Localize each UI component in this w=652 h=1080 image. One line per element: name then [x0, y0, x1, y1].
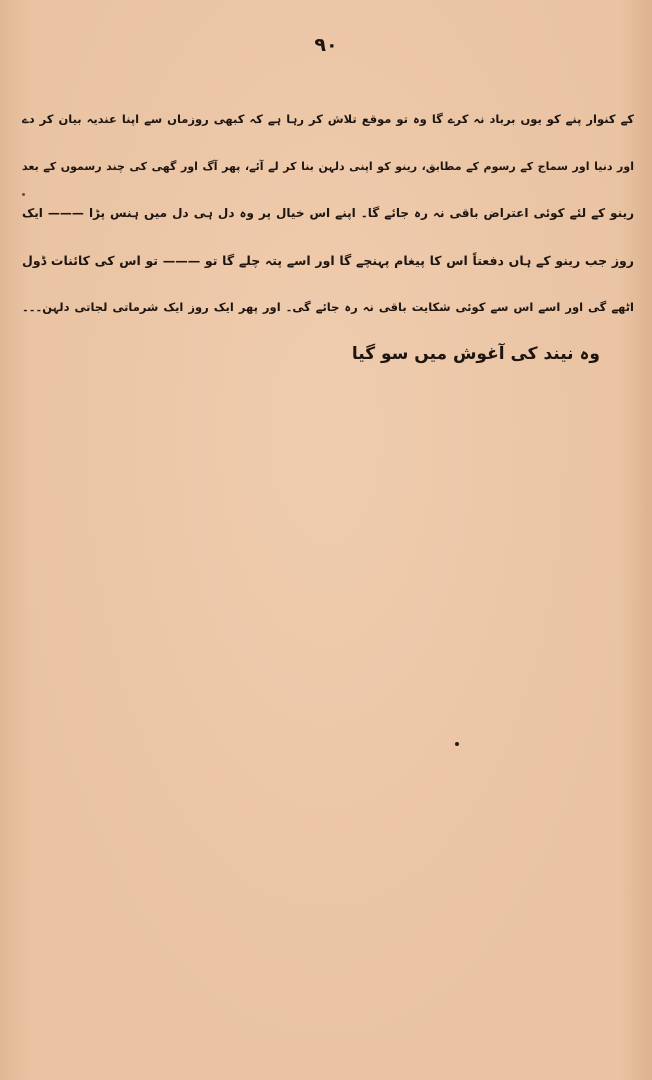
page-number: ۹۰: [314, 34, 338, 56]
text-line-1: کے کنوار پنے کو یوں برباد نہ کرے گا وہ تو موقع تلاش کر رہا ہے کہ کبھی روزماں سے اپنا عندیہ بیان کر دے: [22, 112, 634, 126]
text-line-4: روز جب رینو کے ہاں دفعتاً اس کا پیغام پہنچے گا اور اسے پتہ چلے گا تو ——— تو اس کی کائنات ڈول: [22, 253, 634, 268]
text-line-2: اور دنیا اور سماج کے رسوم کے مطابق، رینو کو اپنی دلہن بنا کر لے آئے، پھر آگ اور گھی کی چند رسموں کے بعد: [22, 160, 634, 173]
ink-speck: [455, 742, 459, 746]
body-text: [22, 96, 634, 378]
ink-speck: [22, 193, 25, 196]
text-line-6: وہ نیند کی آغوش میں سو گیا: [351, 344, 600, 364]
text-line-3: رینو کے لئے کوئی اعتراض باقی نہ رہ جائے گا۔ اپنے اس خیال پر وہ دل ہی دل میں ہنس پڑا ——— ایک: [22, 206, 634, 220]
text-line-5: اٹھے گی اور اسے اس سے کوئی شکایت باقی نہ رہ جائے گی۔ اور پھر ایک روز ایک شرماتی لجاتی دلہن۔۔۔: [22, 300, 634, 314]
